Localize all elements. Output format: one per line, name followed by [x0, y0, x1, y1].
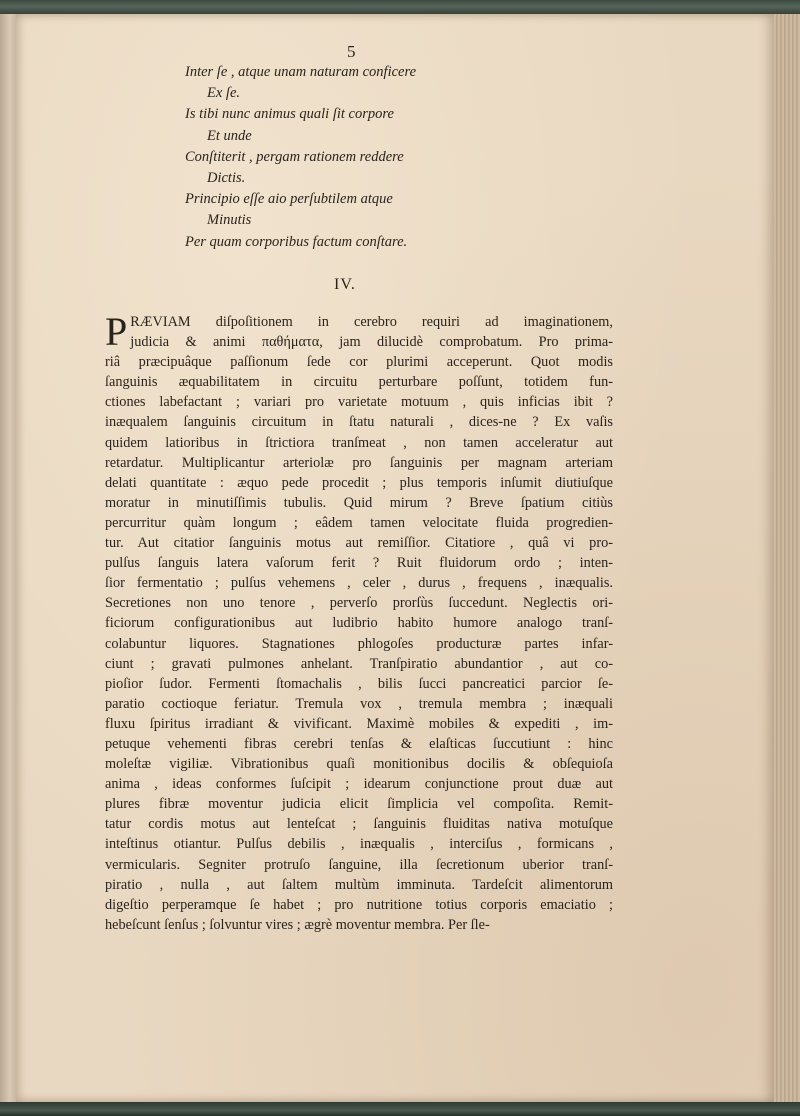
- prose-block: [105, 309, 613, 935]
- prose-line: digeſtio perperamque ſe habet ; pro nutritione totius corporis emaciatio ;: [105, 896, 613, 913]
- prose-line: moleſtæ vigiliæ. Vibrationibus quaſi monitionibus docilis & obſequioſa: [105, 756, 613, 773]
- prose-line: tur. Aut citatior ſanguinis motus aut remiſſior. Citatiore , quâ vi pro-: [105, 535, 613, 552]
- verse-line: Minutis: [207, 212, 252, 229]
- prose-line: RÆVIAM diſpoſitionem in cerebro requiri ad imaginationem,: [130, 314, 613, 330]
- prose-line: fluxu ſpiritus irradiant & vivificant. Maximè mobiles & expediti , im-: [105, 715, 613, 732]
- left-page-edge: [0, 14, 17, 1104]
- verse-line: Ex ſe.: [207, 85, 241, 102]
- prose-line: percurritur quàm longum ; eâdem tamen velocitate fluida progredien-: [105, 514, 613, 531]
- prose-line: plures fibræ moventur judicia elicit ſimplicia vel compoſita. Remit-: [105, 796, 613, 813]
- prose-line: ctiones labefactant ; variari pro varietate motuum , quis inficias ibit ?: [105, 394, 613, 411]
- prose-line: paratio coctioque feriatur. Tremula vox , tremula membra ; inæquali: [105, 695, 613, 712]
- prose-line: ſior fermentatio ; pulſus vehemens , celer , durus , frequens , inæqualis.: [105, 575, 613, 592]
- verse-line: Inter ſe , atque unam naturam conficere: [185, 64, 417, 80]
- prose-line: hebeſcunt ſenſus ; ſolvuntur vires ; ægrè moventur membra. Per ſle-: [105, 916, 490, 933]
- verse-line: Dictis.: [207, 170, 246, 187]
- right-page-edges: [774, 14, 800, 1102]
- prose-line: moratur in minutiſſimis tubulis. Quid mirum ? Breve ſpatium citiùs: [105, 494, 613, 511]
- section-heading: IV.: [334, 276, 356, 293]
- prose-line: inæqualem ſanguinis circuitum in ſtatu naturali , dices-ne ? Ex vaſis: [105, 414, 613, 431]
- prose-line: ciunt ; gravati pulmones anhelant. Tranſpiratio abundantior , aut co-: [105, 655, 613, 672]
- prose-line: Secretiones non uno tenore , perverſo prorſùs ſuccedunt. Neglectis ori-: [105, 595, 613, 612]
- prose-line: retardatur. Multiplicantur arteriolæ pro ſanguinis per magnam arteriam: [105, 454, 613, 471]
- prose-line: quidem latioribus in ſtrictiora tranſmeat , non tamen acceleratur aut: [105, 434, 613, 451]
- bottom-page-edge: [0, 1102, 800, 1116]
- prose-line: piratio , nulla , aut ſaltem multùm imminuta. Tardeſcit alimentorum: [105, 876, 613, 893]
- verse-line: Is tibi nunc animus quali ſit corpore: [185, 106, 394, 123]
- prose-line: judicia & animi παθήματα, jam dilucidè comprobatum. Pro prima-: [130, 334, 613, 351]
- prose-line: ficiorum configurationibus aut ludibrio habito humore analogo tranſ-: [105, 615, 613, 632]
- prose-line: pulſus ſanguis latera vaſorum ferit ? Ruit fluidorum ordo ; inten-: [105, 555, 613, 572]
- page-number: 5: [347, 42, 356, 61]
- prose-line: pioſior ſudor. Fermenti ſtomachalis , bilis ſucci pancreatici parcior ſe-: [105, 675, 613, 692]
- prose-line: inteſtinus otiantur. Pulſus debilis , inæqualis , interciſus , formicans ,: [105, 836, 613, 853]
- prose-line: ſanguinis æquabilitatem in circuitu perturbare poſſunt, totidem fun-: [105, 374, 613, 391]
- verse-block: [185, 62, 505, 253]
- prose-line: colabuntur liquores. Stagnationes phlogoſes producturæ partes infar-: [105, 635, 613, 652]
- prose-line: anima , ideas conformes ſuſcipit ; idearum conjunctione prout duæ aut: [105, 776, 613, 793]
- prose-line: riâ præcipuâque paſſionum ſede cor plurimi acceperunt. Quot modis: [105, 354, 613, 371]
- verse-line: Principio eſſe aio perſubtilem atque: [185, 191, 393, 208]
- verse-line: Conſtiterit , pergam rationem reddere: [185, 148, 404, 165]
- verse-line: Et unde: [207, 127, 252, 144]
- prose-line: vermicularis. Segniter protruſo ſanguine, illa ſecretionum uberior tranſ-: [105, 856, 613, 873]
- prose-line: petuque vehementi fibras cerebri tenſas & elaſticas ſuccutiunt : hinc: [105, 735, 613, 752]
- prose-line: tatur cordis motus aut lenteſcat ; ſanguinis fluiditas nativa motuſque: [105, 816, 613, 833]
- drop-cap: P: [105, 309, 128, 354]
- verse-line: Per quam corporibus factum conſtare.: [185, 233, 408, 250]
- prose-line: delati quantitate : æquo pede procedit ; plus temporis inſumit diutiuſque: [105, 474, 613, 491]
